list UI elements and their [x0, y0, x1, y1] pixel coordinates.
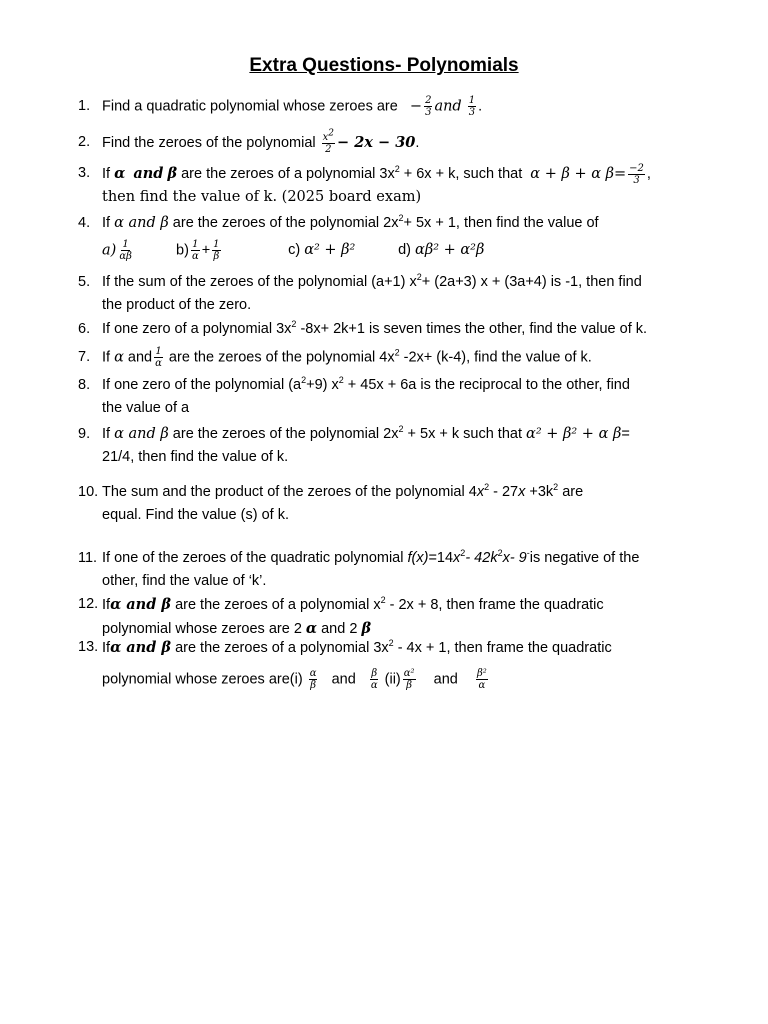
fraction: $\frac{-2}{3}$	[629, 162, 644, 186]
question-number: 5.	[78, 274, 91, 290]
page-title: Extra Questions- Polynomials	[249, 55, 519, 76]
question-12: 12. Ifα and β are the zeroes of a polynomial $x^2 - 2x + 8$, then frame the quadratic polynomial whose zeroes are 2 α and 2 β	[78, 593, 718, 641]
fraction: $\frac{1}{3}$	[468, 95, 476, 118]
question-number: 8.	[78, 377, 91, 393]
fraction: $\frac{x^2}{2}$	[322, 128, 335, 155]
question-number: 12.	[78, 596, 99, 612]
question-1: 1. Find a quadratic polynomial whose zeroes are − $\frac{2}{3}$ and $\frac{1}{3}$ .	[78, 95, 483, 118]
option-c: c) α² + β²	[288, 242, 356, 259]
question-number: 3.	[78, 165, 91, 181]
question-11: 11. If one of the zeroes of the quadratic polynomial $f(x)=14x^2-$ $42k^2x-$ 9-is negative of the other, find the value of ‘k’.	[78, 548, 640, 589]
option-d: d) αβ² + α²β	[398, 242, 485, 259]
question-number: 13.	[78, 639, 99, 655]
option-a: a) $\frac{1}{\alpha\beta}$	[102, 239, 132, 262]
question-2: 2. Find the zeroes of the polynomial $\frac{x^2}{2}$ − 2x − 30.	[78, 128, 420, 155]
question-number: 9.	[78, 426, 91, 442]
question-4: 4. If α and β are the zeroes of the polynomial $2x^2+ 5x + 1$, then find the value of a) $\frac{1}{\alpha\beta}$ b) $\frac{1}{\alpha}$ + $\frac{1}{\beta}$ c) α² + β² d) αβ² + α²β	[78, 213, 599, 262]
question-number: 2.	[78, 134, 91, 150]
question-10: 10. The sum and the product of the zeroes of the polynomial $4x^2 - 27x +3k^2$ are equal. Find the value (s) of k.	[78, 482, 584, 523]
question-13: 13. Ifα and β are the zeroes of a polynomial $3x^2 - 4x + 1$, then frame the quadratic polynomial whose zeroes are(i) $\frac{\alpha}{\beta}$ and $\frac{\beta}{\alpha}$ (ii) $\frac{\text{α²}}{\beta}$ and $\frac{\text{β²}}{\alpha}$	[78, 636, 718, 691]
question-8: 8. If one zero of the polynomial $(a^2+9) x^2 + 45x + 6a$ is the reciprocal to the other, find the value of a	[78, 375, 630, 416]
question-number: 10.	[78, 484, 99, 500]
question-3: 3. If α and β are the zeroes of a polynomial $3x^2 + 6x + k$, such that α + β + α β= $\frac{-2}{3}$ , then find the value of k. (2025 board exam)	[78, 162, 651, 205]
question-number: 7.	[78, 349, 91, 365]
option-b: b) $\frac{1}{\alpha}$ + $\frac{1}{\beta}$	[176, 239, 220, 262]
question-number: 11.	[78, 550, 98, 566]
question-number: 6.	[78, 321, 91, 337]
fraction: $\frac{2}{3}$	[425, 95, 432, 118]
question-6: 6. If one zero of a polynomial $3x^2$ -8x+ 2k+1 is seven times the other, find the value of k.	[78, 318, 718, 341]
question-9: 9. If α and β are the zeroes of the polynomial $2x^2 + 5x + k$ such that α² + β² + α β= 21/4, then find the value of k.	[78, 424, 630, 465]
question-7: 7. If α and $\frac{1}{\alpha}$ are the zeroes of the polynomial $4x^2$ -2x+ (k-4), find the value of k.	[78, 346, 592, 369]
question-number: 4.	[78, 215, 91, 231]
question-number: 1.	[78, 98, 91, 114]
question-5: 5. If the sum of the zeroes of the polynomial (a+1) $x^2+ (2a+3) x + (3a+4)$ is -1, then find the product of the zero.	[78, 272, 642, 313]
